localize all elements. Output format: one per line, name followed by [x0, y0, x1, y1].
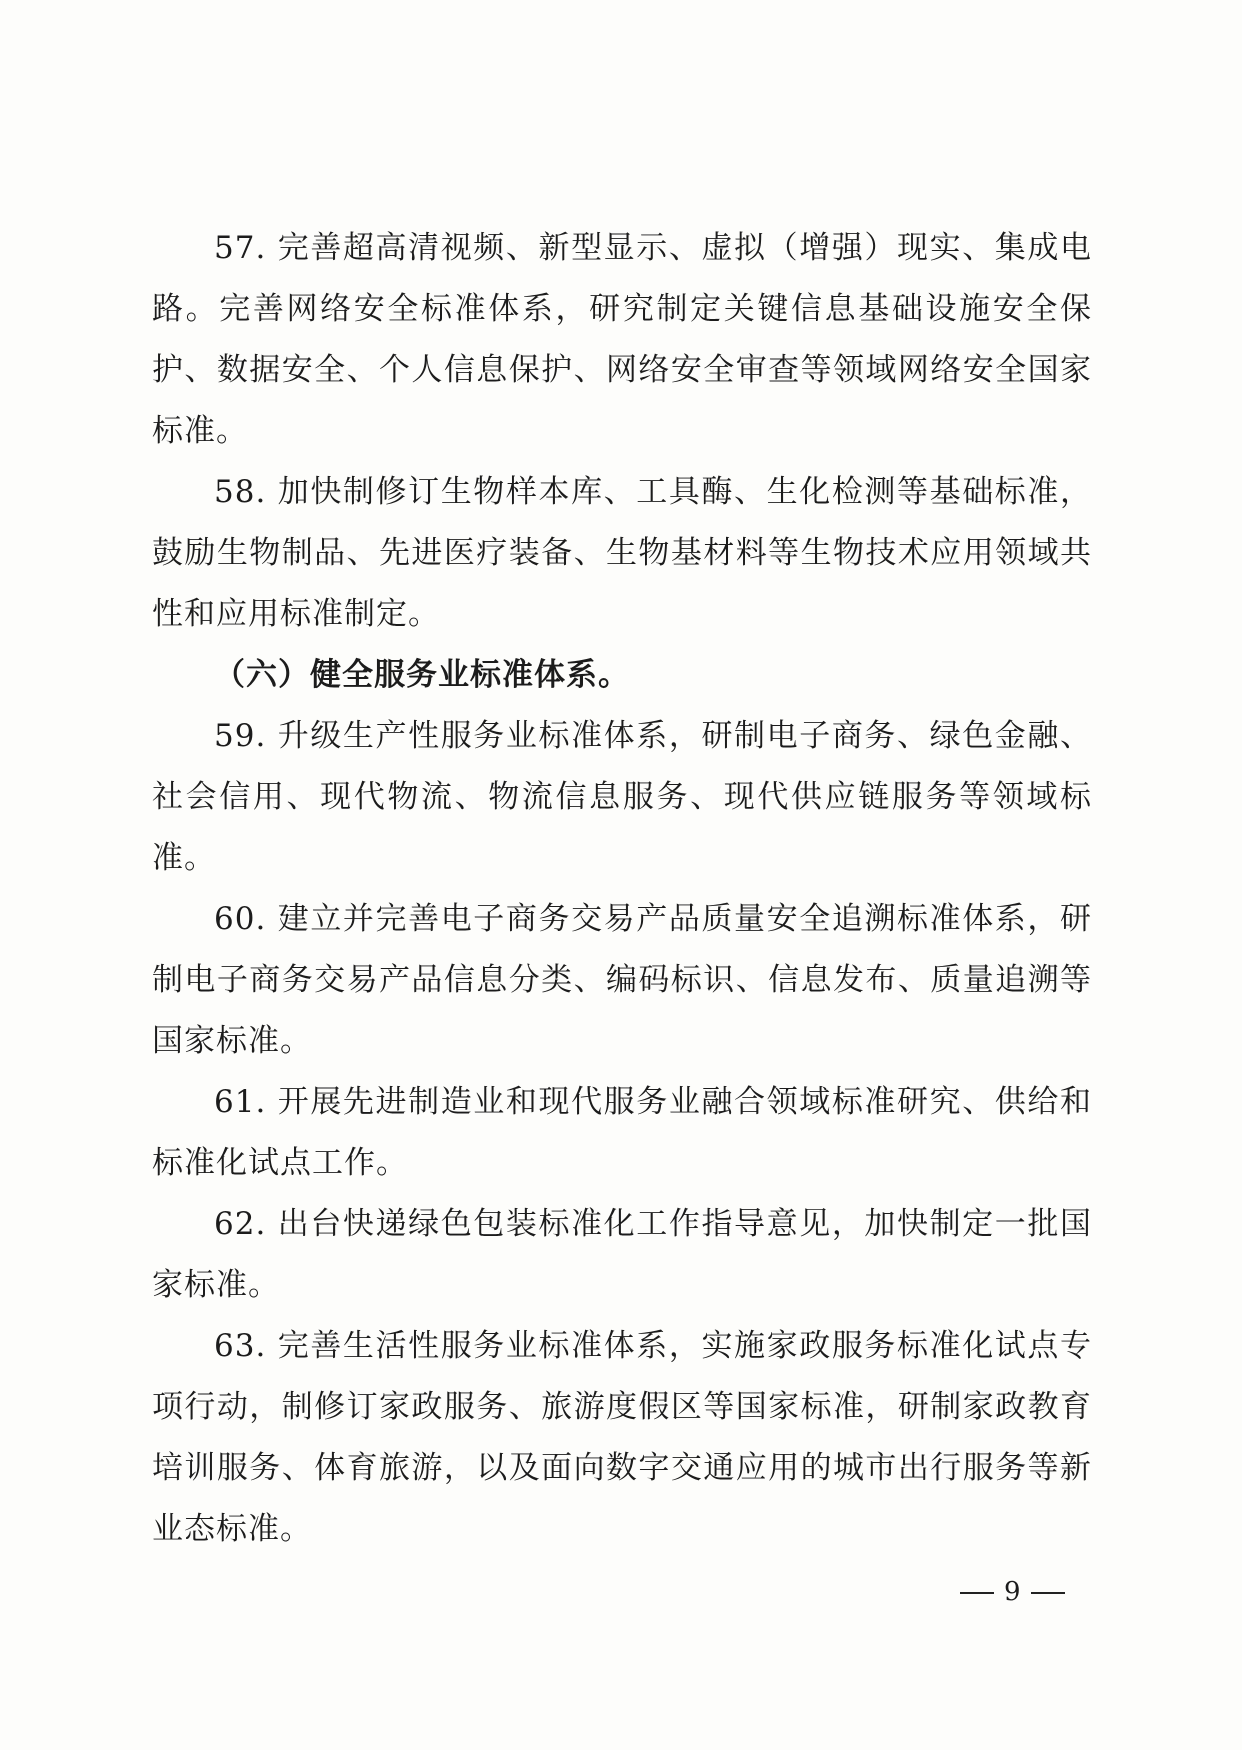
section-heading: （六）健全服务业标准体系。	[214, 657, 630, 693]
left-dash	[960, 1592, 994, 1594]
page-number: 9	[1004, 1577, 1021, 1607]
item-59: 59. 升级生产性服务业标准体系，研制电子商务、绿色金融、社会信用、现代物流、物流信息服务、现代供应链服务等领域标准。	[152, 718, 1092, 876]
item-61: 61. 开展先进制造业和现代服务业融合领域标准研究、供给和标准化试点工作。	[152, 1084, 1092, 1181]
right-dash	[1031, 1592, 1065, 1594]
item-63: 63. 完善生活性服务业标准体系，实施家政服务标准化试点专项行动，制修订家政服务、旅游度假区等国家标准，研制家政教育培训服务、体育旅游，以及面向数字交通应用的城市出行服务等新业态标准。	[152, 1328, 1092, 1547]
item-57: 57. 完善超高清视频、新型显示、虚拟（增强）现实、集成电路。完善网络安全标准体系，研究制定关键信息基础设施安全保护、数据安全、个人信息保护、网络安全审查等领域网络安全国家标准。	[152, 230, 1092, 449]
page-footer	[960, 1577, 1065, 1607]
item-60: 60. 建立并完善电子商务交易产品质量安全追溯标准体系，研制电子商务交易产品信息分类、编码标识、信息发布、质量追溯等国家标准。	[152, 901, 1092, 1059]
item-58: 58. 加快制修订生物样本库、工具酶、生化检测等基础标准，鼓励生物制品、先进医疗装备、生物基材料等生物技术应用领域共性和应用标准制定。	[152, 474, 1092, 632]
item-62: 62. 出台快递绿色包装标准化工作指导意见，加快制定一批国家标准。	[152, 1206, 1092, 1303]
body-text	[152, 218, 1092, 1560]
